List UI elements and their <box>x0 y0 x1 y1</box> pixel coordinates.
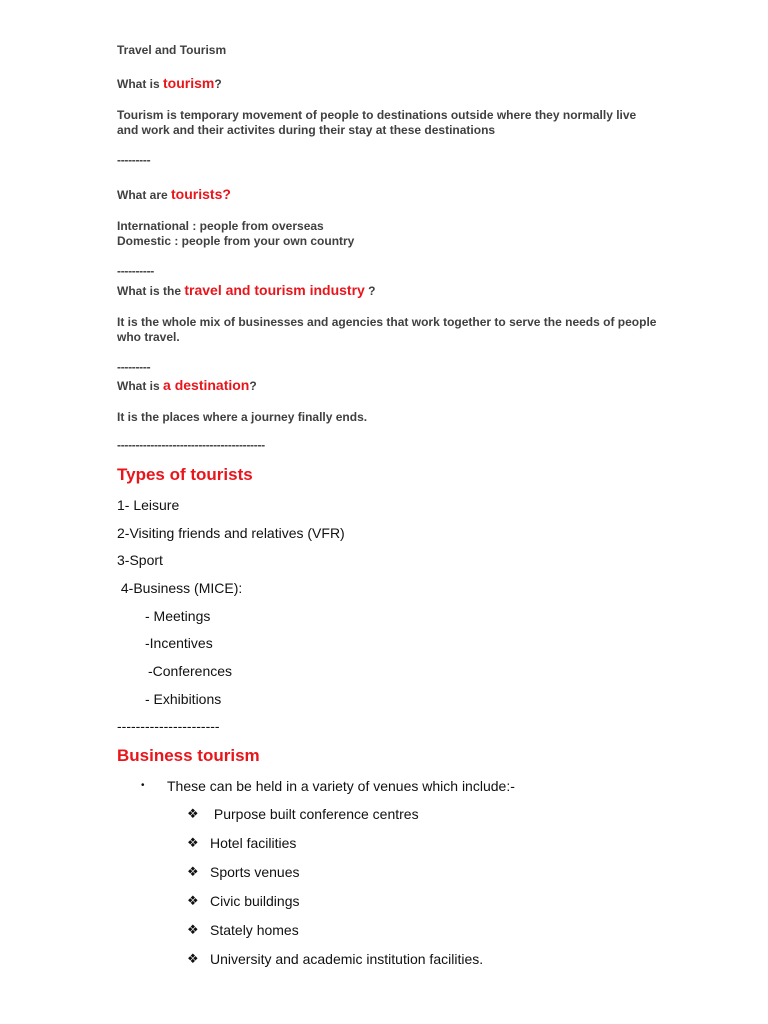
business-heading: Business tourism <box>117 746 260 765</box>
question-highlight: tourists? <box>171 186 231 202</box>
diamond-bullet-icon: ❖ <box>187 864 199 879</box>
question-suffix: ? <box>364 284 376 298</box>
separator: --------- <box>117 153 151 167</box>
separator: ---------- <box>117 264 154 278</box>
bullet-icon: • <box>141 780 145 791</box>
diamond-bullet-icon: ❖ <box>187 806 199 821</box>
question-prefix: What is the <box>117 284 185 298</box>
bullet-text: These can be held in a variety of venues which include:- <box>167 778 515 794</box>
answer-industry: It is the whole mix of businesses and agencies that work together to serve the needs of people who travel. <box>117 315 657 344</box>
answer-international: International : people from overseas <box>117 219 324 233</box>
answer-domestic: Domestic : people from your own country <box>117 234 355 248</box>
venue-item: Purpose built conference centres <box>210 806 419 822</box>
separator: ---------------------- <box>117 718 220 734</box>
type-item: 4-Business (MICE): <box>117 580 243 596</box>
type-item: 1- Leisure <box>117 497 180 513</box>
type-item: 3-Sport <box>117 552 163 568</box>
separator: ---------------------------------------- <box>117 438 265 452</box>
type-subitem: - Meetings <box>145 608 211 624</box>
venue-item: Stately homes <box>210 922 299 938</box>
venue-item: University and academic institution facilities. <box>210 951 484 967</box>
question-suffix: ? <box>249 379 257 393</box>
type-subitem: - Exhibitions <box>145 691 222 707</box>
question-highlight: a destination <box>163 377 250 393</box>
type-subitem: -Incentives <box>145 635 213 651</box>
question-tourists <box>117 186 231 202</box>
question-highlight: travel and tourism industry <box>184 282 365 298</box>
answer-tourism: Tourism is temporary movement of people to destinations outside where they normally live and work and their activites during their stay at these destinations <box>117 108 637 137</box>
question-tourism <box>117 75 222 91</box>
question-industry <box>117 282 376 298</box>
question-highlight: tourism <box>163 75 215 91</box>
separator: --------- <box>117 360 151 374</box>
venue-item: Hotel facilities <box>210 835 297 851</box>
question-suffix: ? <box>214 77 222 91</box>
venue-item: Sports venues <box>210 864 300 880</box>
question-prefix: What is <box>117 379 164 393</box>
diamond-bullet-icon: ❖ <box>187 951 199 966</box>
answer-destination: It is the places where a journey finally ends. <box>117 410 368 424</box>
type-subitem: -Conferences <box>148 663 233 679</box>
types-heading: Types of tourists <box>117 465 253 484</box>
type-item: 2-Visiting friends and relatives (VFR) <box>117 525 345 541</box>
question-prefix: What is <box>117 77 164 91</box>
document-title: Travel and Tourism <box>117 43 227 57</box>
question-prefix: What are <box>117 188 172 202</box>
diamond-bullet-icon: ❖ <box>187 922 199 937</box>
diamond-bullet-icon: ❖ <box>187 893 199 908</box>
venue-item: Civic buildings <box>210 893 300 909</box>
diamond-bullet-icon: ❖ <box>187 835 199 850</box>
question-destination <box>117 377 257 393</box>
